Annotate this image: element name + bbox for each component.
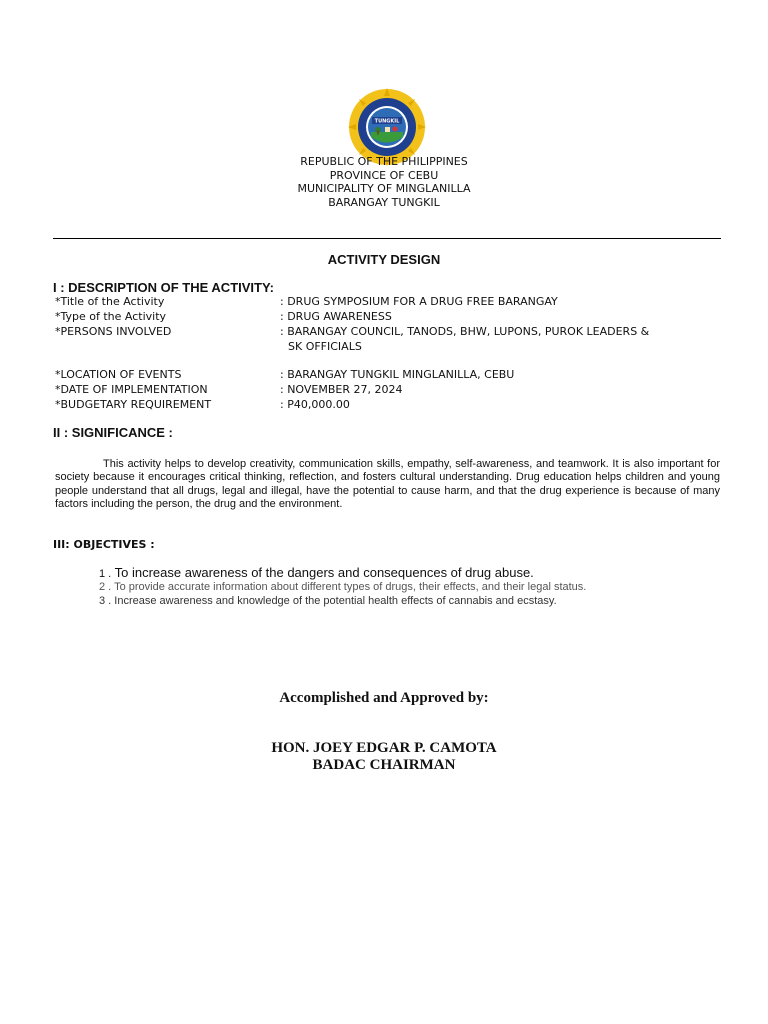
- field-value-budget: : P40,000.00: [280, 398, 350, 411]
- header-republic: REPUBLIC OF THE PHILIPPINES: [300, 155, 468, 168]
- field-value-date: : NOVEMBER 27, 2024: [280, 383, 403, 396]
- section-objectives-heading: III: OBJECTIVES :: [53, 538, 155, 551]
- significance-paragraph: [55, 458, 720, 511]
- objective-number: 2 .: [99, 581, 112, 593]
- section-description-heading: I : DESCRIPTION OF THE ACTIVITY:: [53, 280, 274, 295]
- objective-item-2: [99, 581, 586, 593]
- field-label-date: *DATE OF IMPLEMENTATION: [55, 383, 208, 396]
- field-label-persons: *PERSONS INVOLVED: [55, 325, 172, 338]
- signatory-block: [0, 740, 768, 774]
- signatory-name: HON. JOEY EDGAR P. CAMOTA: [271, 740, 497, 756]
- field-label-title: *Title of the Activity: [55, 295, 165, 308]
- field-label-budget: *BUDGETARY REQUIREMENT: [55, 398, 212, 411]
- field-label-location: *LOCATION OF EVENTS: [55, 368, 182, 381]
- svg-text:TUNGKIL: TUNGKIL: [374, 118, 400, 125]
- header-province: PROVINCE OF CEBU: [329, 169, 439, 182]
- field-value-persons: : BARANGAY COUNCIL, TANODS, BHW, LUPONS, PUROK LEADERS &: [280, 325, 650, 338]
- significance-text: This activity helps to develop creativity, communication skills, empathy, self-awareness, and teamwork. It is also important for society because it encourages critical thinking, reflection, and fosters cultural understanding. Drug education helps children and young people understand that all drugs, legal and illegal, have the potential to cause harm, and that the drug experience is because of many factors including the person, the drug and the environment.: [55, 458, 720, 510]
- objective-item-3: [99, 595, 557, 607]
- objective-number: 3 .: [99, 595, 112, 607]
- header-divider: [53, 238, 721, 239]
- field-value-title: : DRUG SYMPOSIUM FOR A DRUG FREE BARANGAY: [280, 295, 558, 308]
- approval-caption: Accomplished and Approved by:: [279, 690, 489, 706]
- field-value-location: : BARANGAY TUNGKIL MINGLANILLA, CEBU: [280, 368, 515, 381]
- header-barangay: BARANGAY TUNGKIL: [328, 196, 440, 209]
- objective-number: 1 .: [99, 568, 112, 580]
- signatory-title: BADAC CHAIRMAN: [312, 757, 456, 773]
- objective-text: To increase awareness of the dangers and consequences of drug abuse.: [114, 565, 534, 580]
- objective-text: Increase awareness and knowledge of the potential health effects of cannabis and ecstasy.: [114, 595, 557, 607]
- field-value-persons-cont: SK OFFICIALS: [288, 340, 362, 353]
- document-title: ACTIVITY DESIGN: [327, 252, 441, 267]
- section-significance-heading: II : SIGNIFICANCE :: [53, 425, 173, 440]
- header-municipality: MUNICIPALITY OF MINGLANILLA: [297, 182, 471, 195]
- objective-text: To provide accurate information about different types of drugs, their effects, and their legal status.: [114, 581, 587, 593]
- field-value-type: : DRUG AWARENESS: [280, 310, 392, 323]
- objective-item-1: [99, 565, 534, 580]
- field-label-type: *Type of the Activity: [55, 310, 167, 323]
